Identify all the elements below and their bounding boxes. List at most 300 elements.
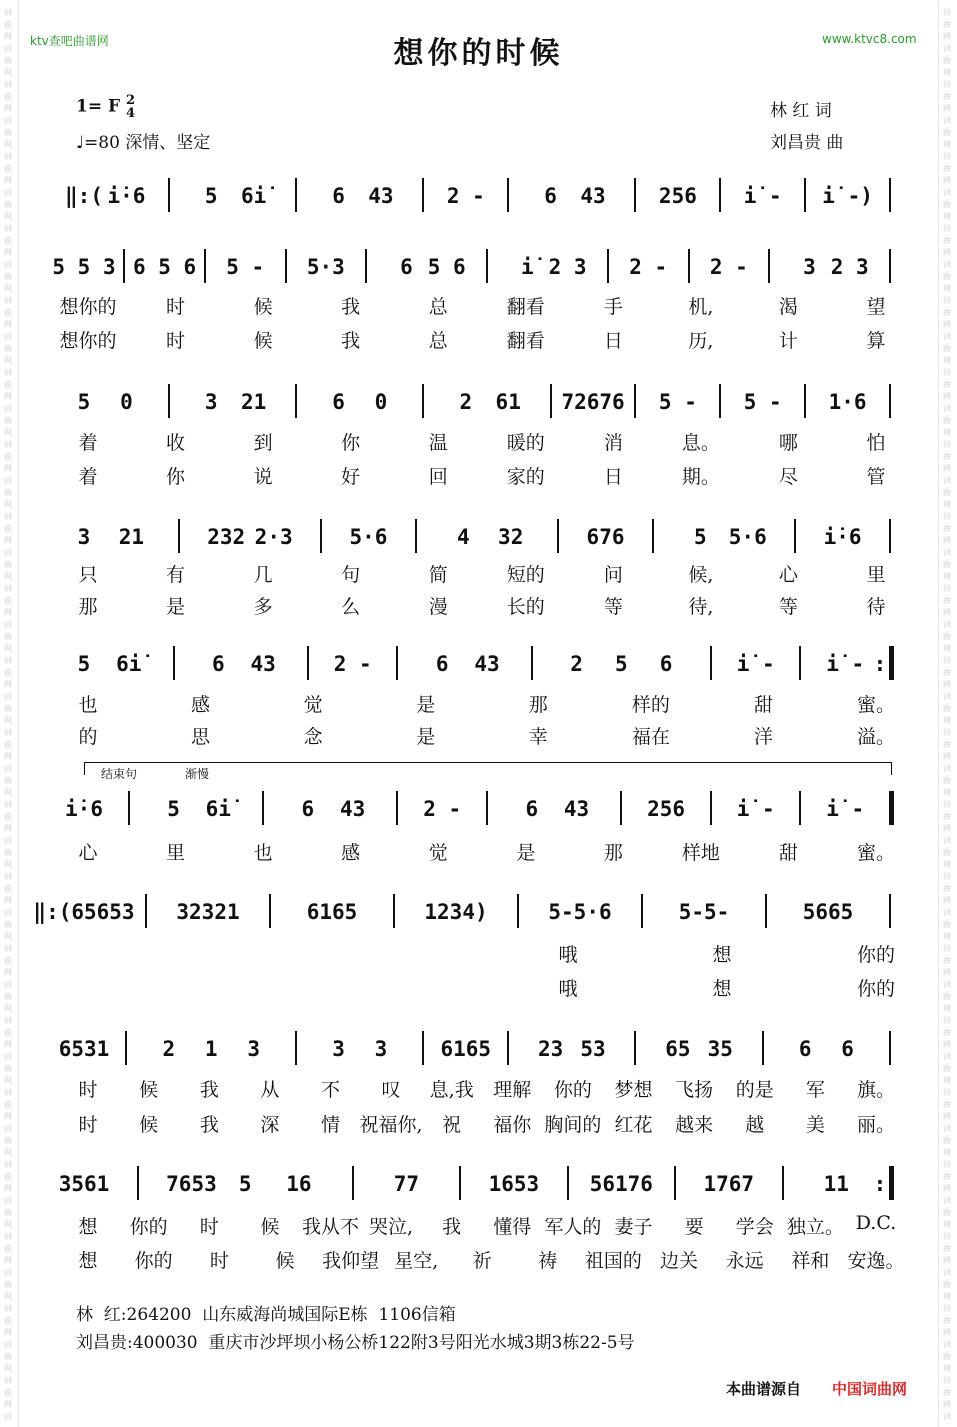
watermark-glyph: 词 xyxy=(4,80,12,89)
watermark-right: www.ktvc8.com xyxy=(822,32,917,46)
watermark-glyph: 词 xyxy=(4,188,12,197)
lyric-syllable: 的是 xyxy=(735,1079,774,1101)
watermark-glyph: 曲 xyxy=(4,596,12,605)
barline xyxy=(762,1031,764,1065)
notation-row xyxy=(0,797,957,837)
watermark-glyph: 词 xyxy=(943,224,951,233)
watermark-glyph: 词 xyxy=(4,1016,12,1025)
watermark-glyph: 网 xyxy=(943,788,951,797)
barline xyxy=(641,894,643,928)
barline xyxy=(889,249,891,283)
watermark-glyph: 网 xyxy=(943,1328,951,1337)
lyric-syllable: 我 xyxy=(199,1114,219,1136)
watermark-glyph: 词 xyxy=(943,1196,951,1205)
lyric-syllable: 理解 xyxy=(493,1079,532,1101)
watermark-glyph: 曲 xyxy=(4,956,12,965)
watermark-glyph: 曲 xyxy=(943,1280,951,1289)
lyric-syllable: 想你的 xyxy=(59,296,117,318)
lyric-syllable: 心 xyxy=(78,842,98,864)
watermark-glyph: 曲 xyxy=(4,848,12,857)
lyric-syllable: 候 xyxy=(139,1114,159,1136)
lyric-syllable: 我从不 xyxy=(301,1216,359,1238)
lyric-syllable: 短的 xyxy=(506,564,545,586)
watermark-glyph: 词 xyxy=(943,332,951,341)
note-group: 35 xyxy=(707,1037,733,1061)
lyric-syllable: 独立。 xyxy=(786,1216,844,1238)
lyric-syllable: 你 xyxy=(341,432,361,454)
watermark-glyph: 词 xyxy=(943,764,951,773)
barline xyxy=(295,1031,297,1065)
watermark-glyph: 词 xyxy=(4,908,12,917)
lyric-syllable: 从 xyxy=(260,1079,280,1101)
lyric-syllable: 想你的 xyxy=(59,330,117,352)
lyric-syllable: 翻看 xyxy=(506,330,545,352)
barline xyxy=(422,1031,424,1065)
watermark-glyph: 词 xyxy=(943,1124,951,1133)
watermark-glyph: 词 xyxy=(4,440,12,449)
watermark-glyph: 曲 xyxy=(4,56,12,65)
note-group: 23 xyxy=(537,1037,564,1061)
watermark-glyph: 词 xyxy=(943,656,951,665)
watermark-glyph: 网 xyxy=(4,428,12,437)
watermark-glyph: 词 xyxy=(4,1376,12,1385)
watermark-glyph: 词 xyxy=(943,1304,951,1313)
watermark-glyph: 词 xyxy=(4,764,12,773)
watermark-glyph: 词 xyxy=(943,728,951,737)
lyric-syllable: 我 xyxy=(199,1079,219,1101)
note-group: i̇ xyxy=(520,255,534,279)
watermark-glyph: 曲 xyxy=(943,668,951,677)
note-group: 6165 xyxy=(440,1037,492,1061)
note-group: 5 xyxy=(615,652,628,676)
note-group: 3 xyxy=(204,390,218,414)
lyric-syllable: 时 xyxy=(199,1216,219,1238)
watermark-glyph: 网 xyxy=(4,68,12,77)
lyric-syllable: 幸 xyxy=(528,726,548,748)
lyric-syllable: 福在 xyxy=(631,726,670,748)
watermark-glyph: 曲 xyxy=(943,848,951,857)
barline xyxy=(145,894,147,928)
watermark-glyph: 网 xyxy=(943,608,951,617)
watermark-glyph: 网 xyxy=(943,464,951,473)
watermark-glyph: 网 xyxy=(943,248,951,257)
barline xyxy=(799,791,801,825)
watermark-glyph: 网 xyxy=(943,104,951,113)
notation-row xyxy=(0,525,957,565)
lyric-syllable: 着 xyxy=(78,466,98,488)
watermark-glyph: 词 xyxy=(4,8,12,17)
watermark-glyph: 词 xyxy=(943,44,951,53)
note-group: 4 xyxy=(456,525,470,549)
lyric-syllable: 待, xyxy=(688,596,714,618)
watermark-glyph: 曲 xyxy=(4,1244,12,1253)
notation-row xyxy=(0,1037,957,1077)
watermark-glyph: 网 xyxy=(943,1256,951,1265)
lyric-syllable: 只 xyxy=(78,564,98,586)
lyric-syllable: 着 xyxy=(78,432,98,454)
note-group: i̇·6 xyxy=(107,184,146,208)
barline xyxy=(607,249,609,283)
watermark-glyph: 曲 xyxy=(4,1100,12,1109)
note-group: 6 xyxy=(400,255,413,279)
watermark-glyph: 曲 xyxy=(4,1172,12,1181)
watermark-glyph: 词 xyxy=(943,548,951,557)
watermark-glyph: 曲 xyxy=(943,452,951,461)
lyric-syllable: 我 xyxy=(341,330,361,352)
repeat-dots: : xyxy=(873,652,887,676)
watermark-glyph: 词 xyxy=(4,1052,12,1061)
lyric-syllable: 待 xyxy=(866,596,886,618)
barline xyxy=(396,646,398,680)
watermark-glyph: 网 xyxy=(4,1364,12,1373)
watermark-glyph: 曲 xyxy=(943,1388,951,1397)
watermark-glyph: 网 xyxy=(943,1004,951,1013)
watermark-glyph: 词 xyxy=(4,1160,12,1169)
watermark-glyph: 曲 xyxy=(4,488,12,497)
lyric-syllable: 历, xyxy=(688,330,714,352)
watermark-glyph: 曲 xyxy=(4,632,12,641)
lyric-line xyxy=(0,560,957,588)
lyric-syllable: 祝福你, xyxy=(359,1114,423,1136)
watermark-glyph: 词 xyxy=(943,512,951,521)
barline xyxy=(889,178,891,212)
notation-row xyxy=(0,1172,957,1212)
watermark-glyph: 网 xyxy=(4,500,12,509)
watermark-glyph: 网 xyxy=(4,464,12,473)
watermark-glyph: 网 xyxy=(4,1148,12,1157)
barline xyxy=(782,1166,784,1200)
watermark-glyph: 曲 xyxy=(4,128,12,137)
tempo-marking: ♩=80 深情、坚定 xyxy=(76,133,211,153)
note-group: 6531 xyxy=(58,1037,110,1061)
lyric-syllable: 福你 xyxy=(493,1114,532,1136)
lyric-line xyxy=(0,690,957,718)
watermark-glyph: 词 xyxy=(943,1340,951,1349)
note-group: 3 xyxy=(803,255,816,279)
note-group: 2 - xyxy=(629,255,668,279)
note-group: ‖:( xyxy=(65,184,103,208)
note-group: 65 xyxy=(665,1037,691,1061)
barline xyxy=(204,249,206,283)
note-group: 5 - xyxy=(658,390,697,414)
watermark-glyph: 网 xyxy=(943,1040,951,1049)
watermark-glyph: 词 xyxy=(4,1268,12,1277)
watermark-glyph: 曲 xyxy=(943,524,951,533)
barline xyxy=(125,1031,127,1065)
lyric-syllable: 等 xyxy=(603,596,623,618)
watermark-glyph: 曲 xyxy=(943,992,951,1001)
watermark-glyph: 网 xyxy=(4,32,12,41)
lyric-syllable: 甜 xyxy=(753,694,773,716)
watermark-glyph: 曲 xyxy=(943,740,951,749)
lyric-syllable: 怕 xyxy=(866,432,886,454)
watermark-glyph: 曲 xyxy=(943,560,951,569)
barline xyxy=(393,894,395,928)
note-group: 232 xyxy=(207,525,246,549)
watermark-glyph: 曲 xyxy=(943,128,951,137)
lyric-syllable: 旗。 xyxy=(856,1079,896,1101)
lyric-syllable: 几 xyxy=(253,564,273,586)
barline xyxy=(634,1031,636,1065)
watermark-glyph: 网 xyxy=(4,788,12,797)
key-signature xyxy=(76,94,135,120)
watermark-glyph: 词 xyxy=(4,152,12,161)
note-group: 5 5 3 xyxy=(52,255,116,279)
note-group: 676 xyxy=(586,525,625,549)
lyric-syllable: 问 xyxy=(603,564,623,586)
repeat-dots: : xyxy=(873,1172,887,1196)
barline xyxy=(459,1166,461,1200)
lyric-line xyxy=(0,1212,957,1240)
barline xyxy=(557,519,559,553)
watermark-glyph: 词 xyxy=(943,584,951,593)
watermark-glyph: 曲 xyxy=(943,1136,951,1145)
lyric-syllable: 想 xyxy=(78,1216,98,1238)
lyric-syllable: 梦想 xyxy=(614,1079,653,1101)
lyric-syllable: 那 xyxy=(528,694,548,716)
lyric-syllable: 候, xyxy=(688,564,714,586)
note-group: i̇·6 xyxy=(65,797,103,821)
watermark-glyph: 曲 xyxy=(943,956,951,965)
watermark-glyph: 网 xyxy=(4,1328,12,1337)
note-group: 0 xyxy=(374,390,388,414)
watermark-glyph: 网 xyxy=(4,752,12,761)
watermark-glyph: 曲 xyxy=(4,20,12,29)
barline xyxy=(352,1166,354,1200)
lyric-syllable: D.C. xyxy=(855,1212,897,1234)
barline xyxy=(137,1166,139,1200)
watermark-glyph: 曲 xyxy=(4,308,12,317)
watermark-glyph: 曲 xyxy=(943,1208,951,1217)
watermark-glyph: 网 xyxy=(4,140,12,149)
note-group: 2 xyxy=(162,1037,176,1061)
watermark-glyph: 网 xyxy=(4,536,12,545)
lyric-syllable: 越 xyxy=(745,1114,765,1136)
watermark-glyph: 网 xyxy=(943,644,951,653)
barline xyxy=(710,791,712,825)
watermark-glyph: 网 xyxy=(4,320,12,329)
lyric-line xyxy=(0,940,957,968)
lyric-syllable: 我 xyxy=(442,1216,462,1238)
watermark-glyph: 网 xyxy=(4,1040,12,1049)
watermark-glyph: 网 xyxy=(4,284,12,293)
watermark-glyph: 曲 xyxy=(4,1352,12,1361)
note-group: 61 xyxy=(495,390,521,414)
barline xyxy=(889,1031,891,1065)
key-label: 1= F xyxy=(76,96,121,117)
lyric-syllable: 息。 xyxy=(681,432,720,454)
watermark-glyph: 网 xyxy=(943,1400,951,1409)
barline xyxy=(295,384,297,418)
lyric-syllable: 总 xyxy=(428,296,448,318)
barline xyxy=(517,894,519,928)
watermark-glyph: 词 xyxy=(4,728,12,737)
watermark-glyph: 网 xyxy=(4,716,12,725)
watermark-glyph: 曲 xyxy=(4,812,12,821)
lyric-syllable: 有 xyxy=(166,564,186,586)
note-group: 3 xyxy=(374,1037,388,1061)
notation-row xyxy=(0,652,957,692)
lyric-syllable: 渴 xyxy=(778,296,798,318)
watermark-glyph: 网 xyxy=(4,1292,12,1301)
barline xyxy=(652,519,654,553)
note-group: 2 3 xyxy=(548,255,587,279)
barline xyxy=(768,249,770,283)
barline xyxy=(531,646,533,680)
note-group: 5 xyxy=(77,652,91,676)
watermark-glyph: 网 xyxy=(4,644,12,653)
lyric-syllable: 祷 xyxy=(538,1250,558,1272)
watermark-glyph: 网 xyxy=(4,896,12,905)
barline xyxy=(168,178,170,212)
watermark-glyph: 曲 xyxy=(943,596,951,605)
lyric-syllable: 候 xyxy=(139,1079,159,1101)
barline xyxy=(889,791,894,825)
watermark-glyph: 曲 xyxy=(4,1136,12,1145)
watermark-glyph: 词 xyxy=(943,296,951,305)
lyric-syllable: 简 xyxy=(428,564,448,586)
watermark-glyph: 网 xyxy=(4,392,12,401)
note-group: 56176 xyxy=(589,1172,653,1196)
time-sig-bottom: 4 xyxy=(125,106,136,121)
note-group: 256 xyxy=(647,797,686,821)
watermark-glyph: 词 xyxy=(943,404,951,413)
watermark-glyph: 网 xyxy=(4,1076,12,1085)
watermark-glyph: 词 xyxy=(4,800,12,809)
lyric-syllable: 你的 xyxy=(129,1216,168,1238)
watermark-glyph: 网 xyxy=(943,824,951,833)
note-group: 3 xyxy=(247,1037,260,1061)
watermark-glyph: 曲 xyxy=(4,1028,12,1037)
note-group: 1767 xyxy=(703,1172,755,1196)
lyric-syllable: 的 xyxy=(78,726,98,748)
ending-label: 结束句 xyxy=(101,767,138,781)
watermark-glyph: 网 xyxy=(943,428,951,437)
note-group: 5 6 xyxy=(427,255,466,279)
watermark-glyph: 网 xyxy=(943,356,951,365)
lyric-syllable: 感 xyxy=(341,842,361,864)
note-group: 6 xyxy=(212,652,225,676)
note-group: 5 xyxy=(167,797,180,821)
watermark-glyph: 词 xyxy=(4,980,12,989)
lyric-syllable: 哪 xyxy=(778,432,798,454)
lyric-syllable: 翻看 xyxy=(506,296,545,318)
watermark-glyph: 词 xyxy=(4,116,12,125)
barline xyxy=(889,894,891,928)
note-group: 1·6 xyxy=(828,390,867,414)
source-label: 本曲谱源自 xyxy=(726,1380,802,1398)
lyric-syllable: 蜜。 xyxy=(856,694,896,716)
watermark-glyph: 网 xyxy=(943,860,951,869)
lyric-syllable: 暖的 xyxy=(506,432,545,454)
watermark-glyph: 词 xyxy=(4,584,12,593)
lyric-syllable: 妻子 xyxy=(614,1216,653,1238)
watermark-glyph: 词 xyxy=(943,944,951,953)
watermark-glyph: 曲 xyxy=(943,164,951,173)
barline xyxy=(620,791,622,825)
watermark-glyph: 词 xyxy=(943,836,951,845)
watermark-glyph: 网 xyxy=(943,752,951,761)
barline xyxy=(889,384,891,418)
barline xyxy=(269,894,271,928)
barline xyxy=(123,249,125,283)
lyric-syllable: 漫 xyxy=(428,596,448,618)
note-group: 2 - xyxy=(423,797,462,821)
lyric-syllable: 句 xyxy=(341,564,361,586)
lyric-syllable: 飞扬 xyxy=(675,1079,714,1101)
watermark-glyph: 网 xyxy=(4,1220,12,1229)
note-group: i̇ - xyxy=(826,797,865,821)
watermark-glyph: 词 xyxy=(943,1412,951,1421)
watermark-glyph: 词 xyxy=(4,1088,12,1097)
watermark-glyph: 曲 xyxy=(943,272,951,281)
lyric-line xyxy=(0,462,957,490)
note-group: ‖:(65653 xyxy=(33,900,135,924)
watermark-glyph: 词 xyxy=(943,80,951,89)
watermark-glyph: 词 xyxy=(4,44,12,53)
watermark-glyph: 网 xyxy=(4,1184,12,1193)
watermark-glyph: 网 xyxy=(943,392,951,401)
notation-row xyxy=(0,390,957,430)
watermark-glyph: 曲 xyxy=(4,1316,12,1325)
barline xyxy=(710,646,712,680)
watermark-glyph: 词 xyxy=(943,368,951,377)
lyric-syllable: 收 xyxy=(166,432,186,454)
lyric-syllable: 星空, xyxy=(394,1250,439,1272)
watermark-glyph: 曲 xyxy=(943,1352,951,1361)
note-group: 0 xyxy=(120,390,133,414)
watermark-glyph: 曲 xyxy=(4,1280,12,1289)
note-group: 3 xyxy=(332,1037,345,1061)
lyric-line xyxy=(0,722,957,750)
watermark-glyph: 词 xyxy=(4,1412,12,1421)
watermark-glyph: 网 xyxy=(943,968,951,977)
lyric-syllable: 那 xyxy=(78,596,98,618)
note-group: 6 xyxy=(332,184,345,208)
watermark-glyph: 曲 xyxy=(4,560,12,569)
notation-row xyxy=(0,255,957,295)
lyric-syllable: 祥和 xyxy=(791,1250,830,1272)
note-group: i̇ -) xyxy=(822,184,873,208)
lyric-syllable: 期。 xyxy=(681,466,720,488)
barline xyxy=(794,519,796,553)
lyric-syllable: 觉 xyxy=(428,842,448,864)
note-group: 6 xyxy=(798,1037,812,1061)
note-group: 5-5·6 xyxy=(548,900,612,924)
lyric-syllable: 美 xyxy=(805,1114,825,1136)
lyric-syllable: 手 xyxy=(603,296,623,318)
watermark-glyph: 词 xyxy=(4,260,12,269)
note-group: 5 xyxy=(694,525,707,549)
watermark-glyph: 曲 xyxy=(943,236,951,245)
note-group: 16 xyxy=(286,1172,312,1196)
watermark-glyph: 曲 xyxy=(943,416,951,425)
watermark-glyph: 曲 xyxy=(943,488,951,497)
watermark-glyph: 曲 xyxy=(4,1208,12,1217)
watermark-glyph: 网 xyxy=(4,1256,12,1265)
lyric-syllable: 说 xyxy=(253,466,273,488)
watermark-glyph: 曲 xyxy=(943,200,951,209)
watermark-glyph: 曲 xyxy=(943,1316,951,1325)
note-group: 2 - xyxy=(446,184,485,208)
lyric-syllable: 感 xyxy=(191,694,211,716)
lyric-syllable: 么 xyxy=(341,596,361,618)
lyric-line xyxy=(0,292,957,320)
barline xyxy=(507,178,509,212)
lyric-syllable: 日 xyxy=(603,330,623,352)
lyric-syllable: 永远 xyxy=(725,1250,764,1272)
note-group: 43 xyxy=(250,652,276,676)
